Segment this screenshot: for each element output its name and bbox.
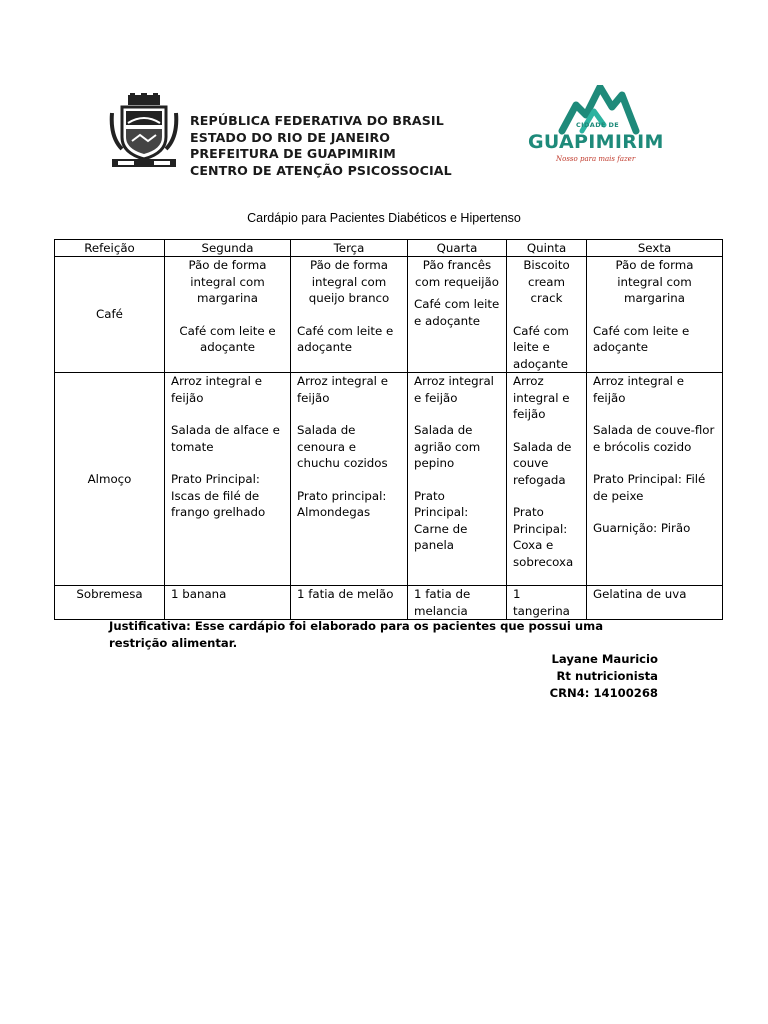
signature-role: Rt nutricionista bbox=[556, 669, 658, 683]
table-cell: 1 banana bbox=[165, 586, 291, 620]
table-row-dessert bbox=[55, 586, 723, 620]
cell-line: Prato Principal: Filé de peixe bbox=[593, 472, 706, 503]
table-cell bbox=[408, 373, 507, 586]
heading-line-center: CENTRO DE ATENÇÃO PSICOSSOCIAL bbox=[190, 162, 452, 178]
column-header-tuesday: Terça bbox=[291, 240, 408, 257]
cell-line: Salada de alface e tomate bbox=[171, 423, 280, 454]
row-label-lunch: Almoço bbox=[55, 373, 165, 586]
cell-line: Arroz integral e feijão bbox=[593, 374, 684, 405]
column-header-thursday: Quinta bbox=[507, 240, 587, 257]
page-title: Cardápio para Pacientes Diabéticos e Hipertenso bbox=[247, 211, 521, 225]
meal-plan-table bbox=[54, 239, 723, 620]
cell-line: Arroz integral e feijão bbox=[297, 374, 388, 405]
table-cell bbox=[507, 373, 587, 586]
row-label-breakfast: Café bbox=[55, 257, 165, 373]
table-cell: 1 fatia de melão bbox=[291, 586, 408, 620]
cell-line: Café com leite e adoçante bbox=[593, 323, 690, 354]
cell-line: Pão de forma integral com queijo branco bbox=[308, 258, 390, 305]
signature-block bbox=[550, 651, 658, 702]
cell-line: Pão de forma integral com margarina bbox=[188, 258, 267, 305]
table-cell: 1 fatia de melancia bbox=[408, 586, 507, 620]
table-cell: 1 tangerina bbox=[507, 586, 587, 620]
row-label-dessert: Sobremesa bbox=[55, 586, 165, 620]
cell-line: Arroz integral e feijão bbox=[171, 374, 262, 405]
signature-crn: CRN4: 14100268 bbox=[549, 686, 658, 700]
logo-prefix: CIDADE DE bbox=[576, 121, 620, 129]
column-header-wednesday: Quarta bbox=[408, 240, 507, 257]
cell-line: Pão francês com requeijão bbox=[414, 258, 500, 289]
cell-line: Prato Principal: Coxa e sobrecoxa bbox=[513, 505, 574, 569]
table-cell bbox=[165, 373, 291, 586]
cell-line: Café com leite e adoçante bbox=[414, 297, 500, 328]
signature-name: Layane Mauricio bbox=[551, 652, 658, 666]
table-cell bbox=[587, 257, 723, 373]
logo-wordmark: GUAPIMIRIM bbox=[528, 131, 664, 153]
table-cell bbox=[291, 373, 408, 586]
cell-line: Pão de forma integral com margarina bbox=[615, 258, 694, 305]
heading-line-republic: REPÚBLICA FEDERATIVA DO BRASIL bbox=[190, 113, 444, 128]
table-row-breakfast bbox=[55, 257, 723, 373]
letterhead bbox=[108, 93, 668, 183]
cell-line: Prato principal: Almondegas bbox=[297, 488, 387, 519]
municipal-coat-of-arms-icon bbox=[108, 93, 180, 173]
justification-text: Justificativa: Esse cardápio foi elaborado para os pacientes que possui uma restrição alimentar. bbox=[109, 619, 604, 650]
table-cell bbox=[165, 257, 291, 373]
cell-line: Arroz integral e feijão bbox=[414, 374, 494, 405]
government-heading bbox=[190, 113, 452, 179]
column-header-monday: Segunda bbox=[165, 240, 291, 257]
cell-line: Prato Principal: Iscas de filé de frango grelhado bbox=[171, 472, 266, 519]
cell-line: Prato Principal: Carne de panela bbox=[414, 488, 469, 552]
cell-line: Salada de cenoura e chuchu cozidos bbox=[297, 423, 388, 470]
heading-line-prefecture: PREFEITURA DE GUAPIMIRIM bbox=[190, 146, 396, 161]
logo-slogan: Nosso para mais fazer bbox=[556, 155, 636, 163]
cell-line: Salada de agrião com pepino bbox=[414, 423, 481, 470]
table-cell: Gelatina de uva bbox=[587, 586, 723, 620]
cell-line: Guarnição: Pirão bbox=[593, 521, 691, 535]
table-header-row bbox=[55, 240, 723, 257]
table-cell bbox=[507, 257, 587, 373]
table-cell bbox=[408, 257, 507, 373]
cell-line: Salada de couve refogada bbox=[513, 439, 572, 487]
heading-line-state: ESTADO DO RIO DE JANEIRO bbox=[190, 129, 391, 145]
cell-line: Café com leite e adoçante bbox=[513, 323, 569, 371]
cell-line: Salada de couve-flor e brócolis cozido bbox=[593, 423, 715, 454]
column-header-meal: Refeição bbox=[55, 240, 165, 257]
column-header-friday: Sexta bbox=[587, 240, 723, 257]
cell-line: Café com leite e adoçante bbox=[297, 323, 394, 354]
cell-line: Biscoito cream crack bbox=[523, 258, 570, 305]
table-cell bbox=[587, 373, 723, 586]
cell-line: Arroz integral e feijão bbox=[513, 374, 570, 421]
table-cell bbox=[291, 257, 408, 373]
cell-line: Café com leite e adoçante bbox=[179, 323, 276, 354]
city-logo bbox=[528, 85, 663, 177]
table-row-lunch bbox=[55, 373, 723, 586]
